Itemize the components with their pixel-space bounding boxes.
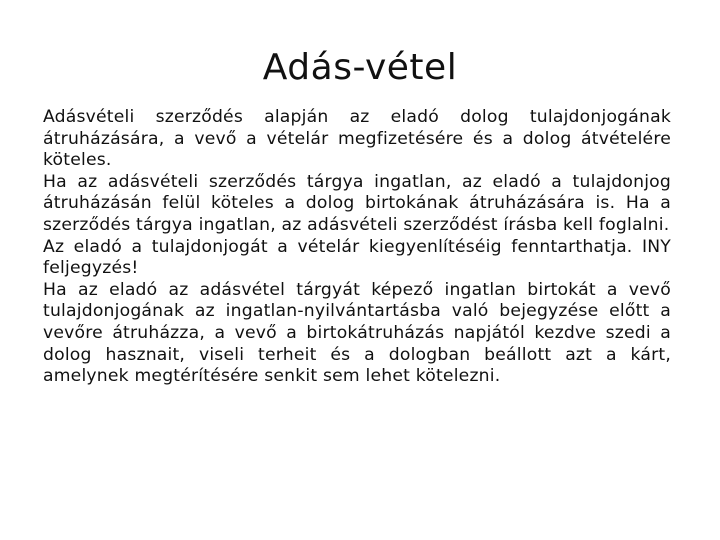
- slide-body: [43, 107, 671, 388]
- paragraph-retention-of-title: Az eladó a tulajdonjogát a vételár kiegyenlítéséig fenntarthatja. INY feljegyzés!: [43, 236, 671, 279]
- paragraph-possession-transfer: Ha az eladó az adásvétel tárgyát képező ingatlan birtokát a vevő tulajdonjogának az ingatlan-nyilvántartásba való bejegyzése előtt a vevőre átruházza, a vevő a birtokátruházás napjától kezdve szedi a dolog hasznait, viseli terheit és a dologban beállott azt a kárt, amelynek megtérítésére senkit sem lehet kötelezni.: [43, 279, 671, 387]
- paragraph-real-estate: Ha az adásvételi szerződés tárgya ingatlan, az eladó a tulajdonjog átruházásán felül köteles a dolog birtokának átruházására is. Ha a szerződés tárgya ingatlan, az adásvételi szerződést írásba kell foglalni.: [43, 171, 671, 235]
- slide-title: Adás-vétel: [262, 47, 458, 88]
- paragraph-definition: Adásvételi szerződés alapján az eladó dolog tulajdonjogának átruházására, a vevő a vételár megfizetésére és a dolog átvételére köteles.: [43, 107, 671, 171]
